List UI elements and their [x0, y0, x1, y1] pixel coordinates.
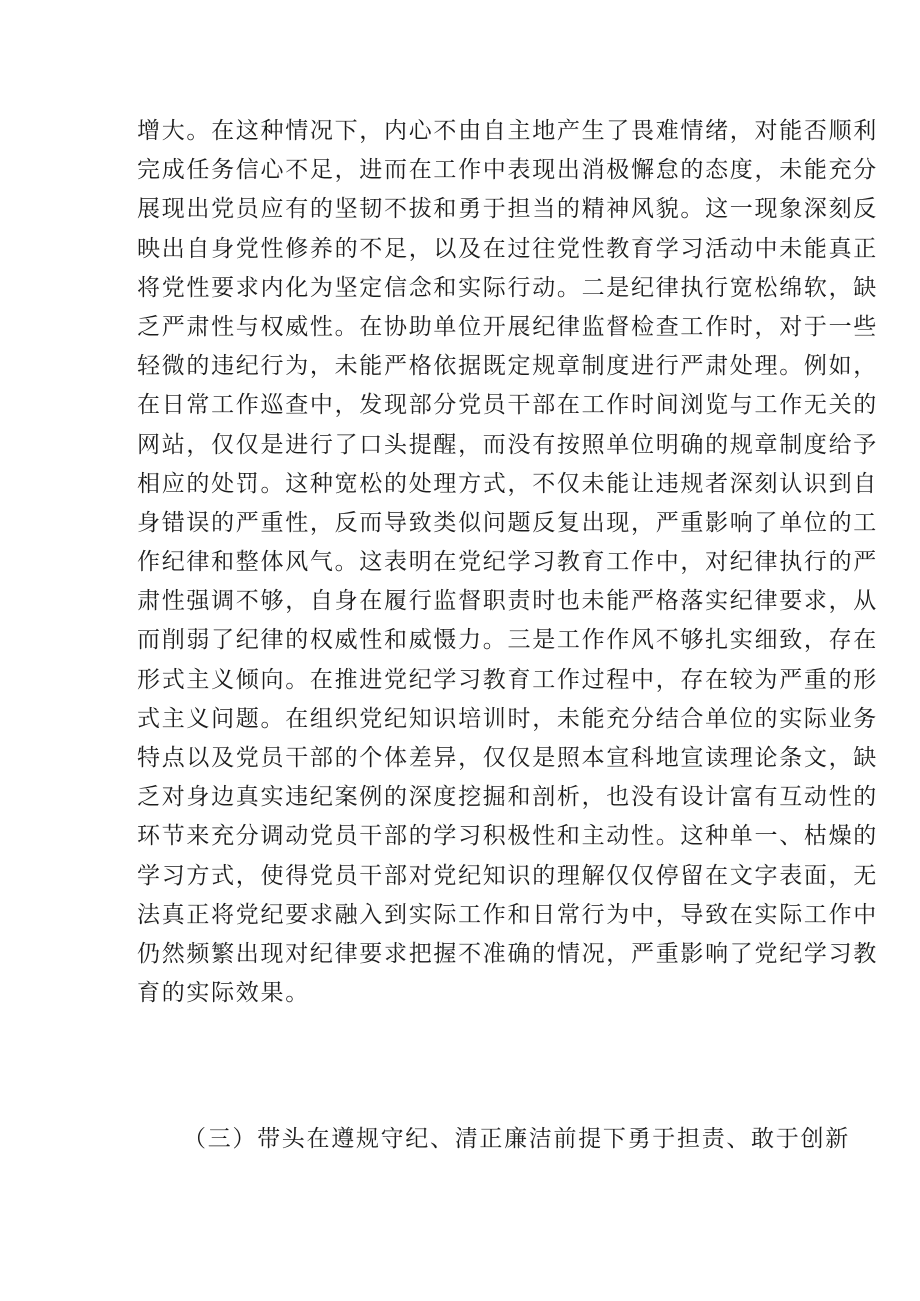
paragraph-line: 乏严肃性与权威性。在协助单位开展纪律监督检查工作时，对于一些 [137, 313, 878, 340]
paragraph-line: 环节来充分调动党员干部的学习积极性和主动性。这种单一、枯燥的 [137, 823, 878, 850]
paragraph-line: 式主义问题。在组织党纪知识培训时，未能充分结合单位的实际业务 [137, 705, 878, 732]
paragraph-line: 作纪律和整体风气。这表明在党纪学习教育工作中，对纪律执行的严 [137, 549, 878, 576]
paragraph-line: 而削弱了纪律的权威性和威慑力。三是工作作风不够扎实细致，存在 [137, 627, 878, 654]
paragraph-line: 学习方式，使得党员干部对党纪知识的理解仅仅停留在文字表面，无 [137, 862, 878, 889]
paragraph-line: 展现出党员应有的坚韧不拔和勇于担当的精神风貌。这一现象深刻反 [137, 196, 878, 223]
paragraph-line: 乏对身边真实违纪案例的深度挖掘和剖析，也没有设计富有互动性的 [137, 784, 878, 811]
paragraph-line: 轻微的违纪行为，未能严格依据既定规章制度进行严肃处理。例如， [137, 353, 878, 380]
paragraph-line: 网站，仅仅是进行了口头提醒，而没有按照单位明确的规章制度给予 [137, 431, 878, 458]
paragraph-line: 育的实际效果。 [137, 980, 310, 1007]
paragraph-line: 仍然频繁出现对纪律要求把握不准确的情况，严重影响了党纪学习教 [137, 940, 878, 967]
paragraph-line: 将党性要求内化为坚定信念和实际行动。二是纪律执行宽松绵软，缺 [137, 274, 878, 301]
paragraph-line: 法真正将党纪要求融入到实际工作和日常行为中，导致在实际工作中 [137, 901, 878, 928]
paragraph-line: 完成任务信心不足，进而在工作中表现出消极懈怠的态度，未能充分 [137, 157, 878, 184]
paragraph-line: 增大。在这种情况下，内心不由自主地产生了畏难情绪，对能否顺利 [137, 118, 878, 144]
paragraph-line: 相应的处罚。这种宽松的处理方式，不仅未能让违规者深刻认识到自 [137, 470, 878, 497]
body-paragraph [137, 112, 878, 1013]
section-heading: （三）带头在遵规守纪、清正廉洁前提下勇于担责、敢于创新 [183, 1126, 850, 1152]
paragraph-line: 特点以及党员干部的个体差异，仅仅是照本宣科地宣读理论条文，缺 [137, 745, 878, 771]
paragraph-line: 在日常工作巡查中，发现部分党员干部在工作时间浏览与工作无关的 [137, 392, 878, 419]
paragraph-line: 肃性强调不够，自身在履行监督职责时也未能严格落实纪律要求，从 [137, 588, 878, 615]
paragraph-line: 映出自身党性修养的不足，以及在过往党性教育学习活动中未能真正 [137, 235, 878, 262]
paragraph-line: 身错误的严重性，反而导致类似问题反复出现，严重影响了单位的工 [137, 509, 878, 536]
paragraph-line: 形式主义倾向。在推进党纪学习教育工作过程中，存在较为严重的形 [137, 666, 878, 693]
